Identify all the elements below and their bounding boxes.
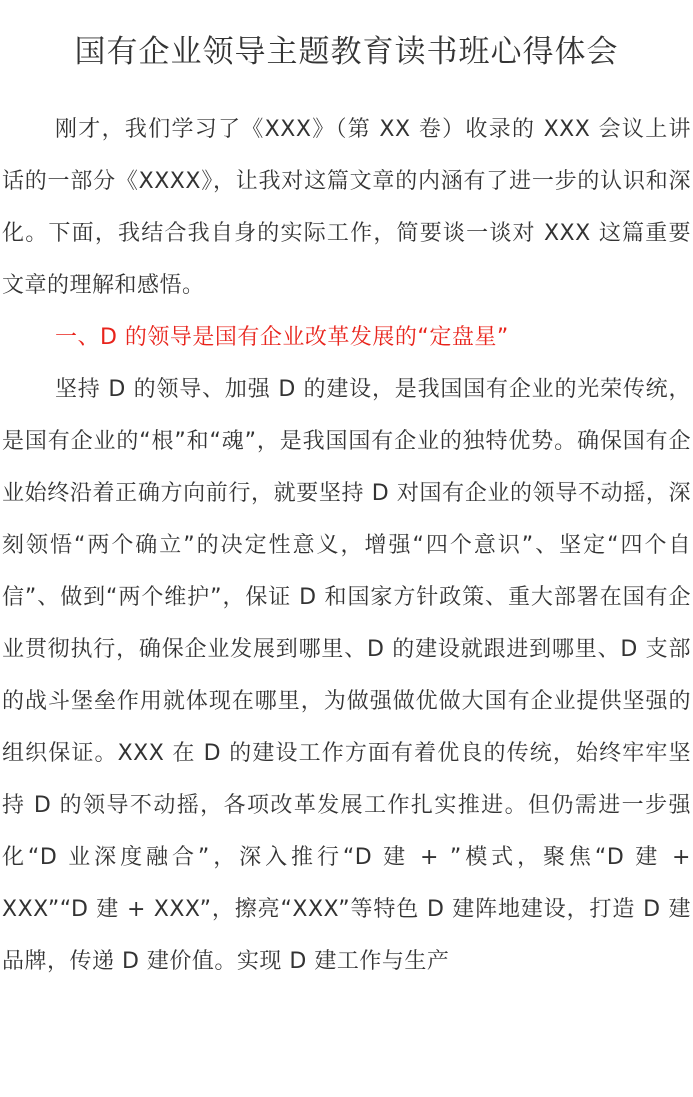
intro-paragraph: 刚才，我们学习了《XXX》（第 XX 卷）收录的 XXX 会议上讲话的一部分《XXXX》，让我对这篇文章的内涵有了进一步的认识和深化。下面，我结合我自身的实际工作，简要谈一谈对 XXX 这篇重要文章的理解和感悟。 — [2, 117, 691, 298]
section-heading: 一、D 的领导是国有企业改革发展的“定盘星” — [55, 325, 509, 350]
body-paragraph: 坚持 D 的领导、加强 D 的建设，是我国国有企业的光荣传统，是国有企业的“根”和“魂”，是我国国有企业的独特优势。确保国有企业始终沿着正确方向前行，就要坚持 D 对国有企业的领导不动摇，深刻领悟“两个确立”的决定性意义，增强“四个意识”、坚定“四个自信”、做到“两个维护”，保证 D 和国家方针政策、重大部署在国有企业贯彻执行，确保企业发展到哪里、D 的建设就跟进到哪里、D 支部的战斗堡垒作用就体现在哪里，为做强做优做大国有企业提供坚强的组织保证。XXX 在 D 的建设工作方面有着优良的传统，始终牢牢坚持 D 的领导不动摇，各项改革发展工作扎实推进。但仍需进一步强化“D 业深度融合”，深入推行“D 建 + ”模式，聚焦“D 建 + XXX”“D 建 + XXX”，擦亮“XXX”等特色 D 建阵地建设，打造 D 建品牌，传递 D 建价值。实现 D 建工作与生产 — [2, 377, 691, 974]
document-title: 国有企业领导主题教育读书班心得体会 — [74, 34, 619, 70]
